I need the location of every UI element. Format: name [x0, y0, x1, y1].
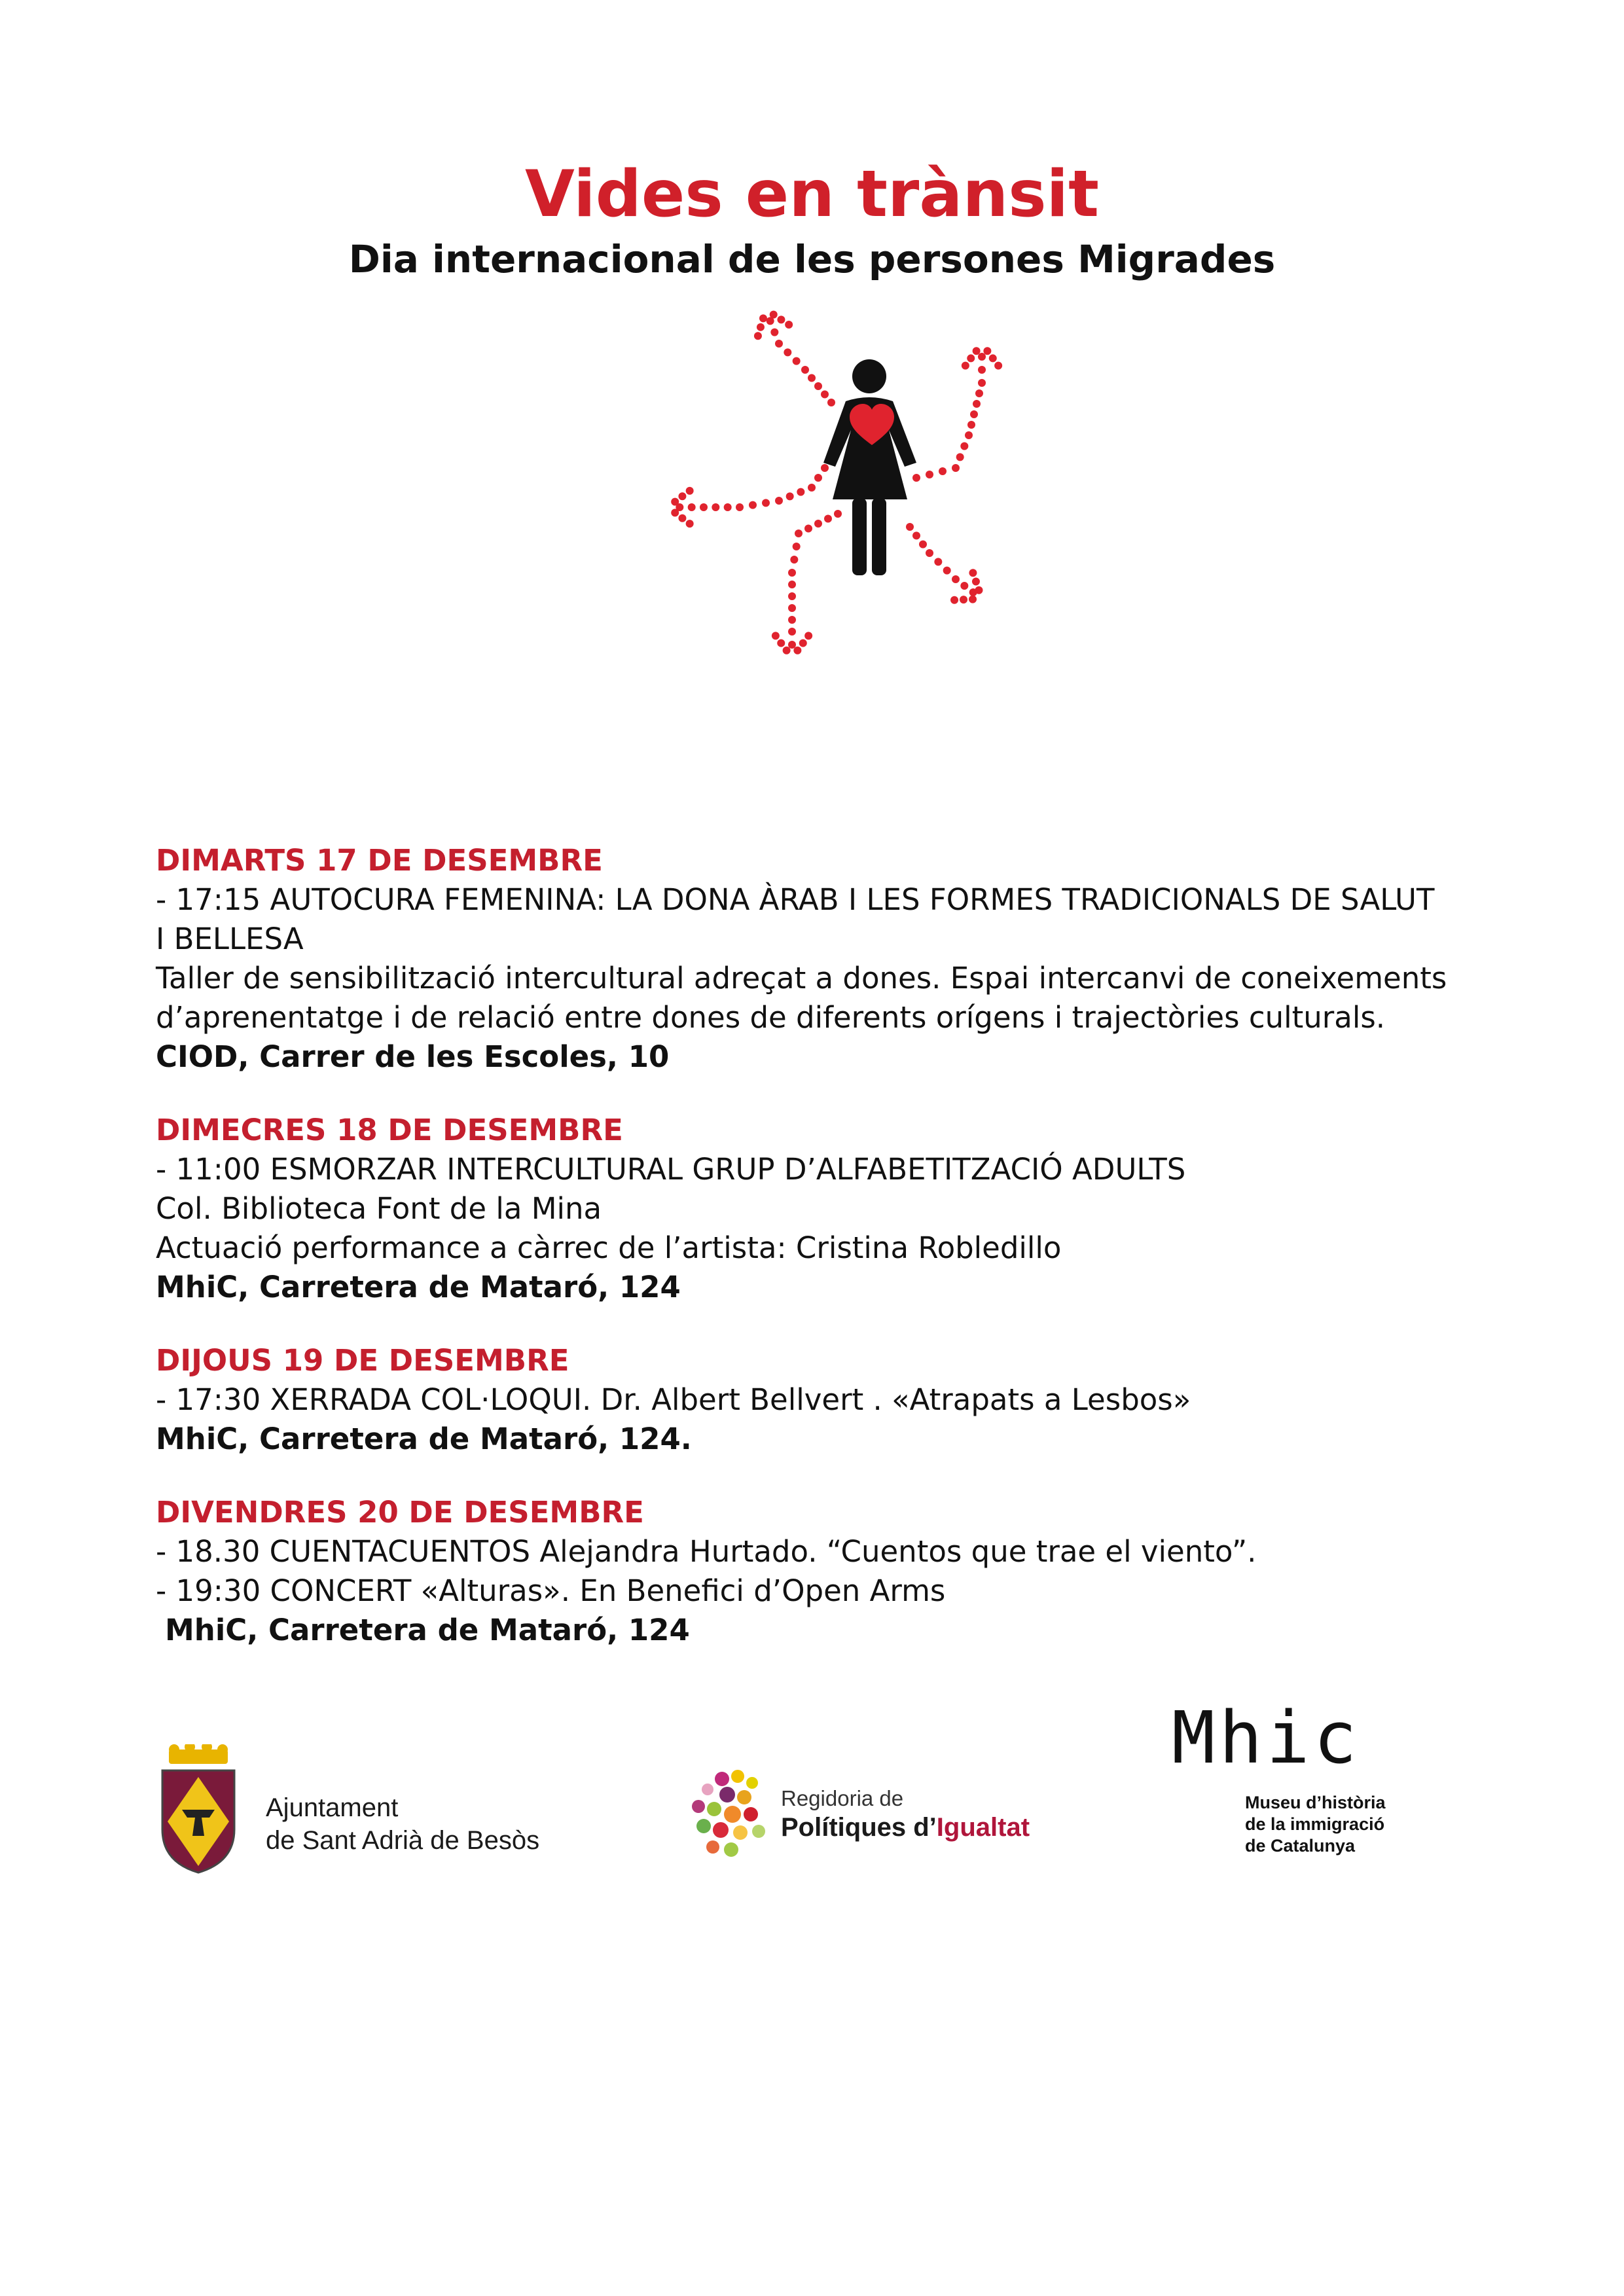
regidoria-name: [781, 1785, 1030, 1843]
regidoria-line-2a: Polítiques d’: [781, 1813, 937, 1842]
mhic-line-2: de la immigració: [1245, 1814, 1385, 1834]
mhic-fullname: [1245, 1792, 1386, 1857]
event-line: - 17:30 XERRADA COL·LOQUI. Dr. Albert Bellvert . «Atrapats a Lesbos»: [156, 1382, 1191, 1417]
mhic-logo: [1172, 1696, 1407, 1859]
municipal-crest-icon: [156, 1744, 241, 1875]
regidoria-line-1: Regidoria de: [781, 1786, 904, 1810]
page-subtitle: Dia internacional de les persones Migrades: [348, 237, 1276, 281]
ajuntament-name: [266, 1791, 539, 1857]
event-description: Col. Biblioteca Font de la Mina: [156, 1191, 602, 1226]
mhic-line-3: de Catalunya: [1245, 1836, 1356, 1856]
day-heading: DIMECRES 18 DE DESEMBRE: [156, 1113, 623, 1147]
mhic-wordmark: Mhic: [1172, 1696, 1361, 1780]
event-description: Taller de sensibilització intercultural adreçat a dones. Espai intercanvi de coneixements: [156, 961, 1447, 996]
mhic-line-1: Museu d’història: [1245, 1793, 1386, 1812]
event-location: CIOD, Carrer de les Escoles, 10: [156, 1039, 670, 1074]
regidoria-line-2b: Igualtat: [936, 1813, 1030, 1842]
day-block-2: [156, 1111, 1504, 1307]
event-location: MhiC, Carretera de Mataró, 124.: [156, 1422, 692, 1456]
program-list: [156, 841, 1504, 1684]
day-block-1: [156, 841, 1504, 1077]
event-line: - 19:30 CONCERT «Alturas». En Benefici d’Open Arms: [156, 1573, 946, 1608]
event-line: - 11:00 ESMORZAR INTERCULTURAL GRUP D’ALFABETITZACIÓ ADULTS: [156, 1152, 1186, 1187]
event-line: - 17:15 AUTOCURA FEMENINA: LA DONA ÀRAB I LES FORMES TRADICIONALS DE SALUT: [156, 882, 1435, 917]
woman-with-heart-and-dotted-arrows-icon: [641, 291, 1047, 684]
day-heading: DIVENDRES 20 DE DESEMBRE: [156, 1495, 644, 1530]
page-title: Vides en trànsit: [525, 157, 1099, 232]
event-description: Actuació performance a càrrec de l’artista: Cristina Robledillo: [156, 1230, 1062, 1265]
colored-dots-icon: [691, 1767, 769, 1859]
day-block-4: [156, 1493, 1504, 1650]
woman-figure-icon: [823, 359, 916, 575]
event-description: d’aprenentatge i de relació entre dones de diferents orígens i trajectòries culturals.: [156, 1000, 1386, 1035]
event-location: MhiC, Carretera de Mataró, 124: [165, 1613, 690, 1647]
regidoria-line-2: [781, 1812, 1030, 1843]
event-line: I BELLESA: [156, 922, 304, 956]
ajuntament-logo: [156, 1744, 575, 1875]
day-heading: DIJOUS 19 DE DESEMBRE: [156, 1343, 569, 1378]
regidoria-logo: [691, 1767, 1083, 1859]
ajuntament-line-2: de Sant Adrià de Besòs: [266, 1826, 540, 1855]
event-location: MhiC, Carretera de Mataró, 124: [156, 1270, 681, 1304]
day-heading: DIMARTS 17 DE DESEMBRE: [156, 843, 603, 878]
day-block-3: [156, 1341, 1504, 1459]
ajuntament-line-1: Ajuntament: [266, 1793, 399, 1822]
event-line: - 18.30 CUENTACUENTOS Alejandra Hurtado. “Cuentos que trae el viento”.: [156, 1534, 1257, 1569]
